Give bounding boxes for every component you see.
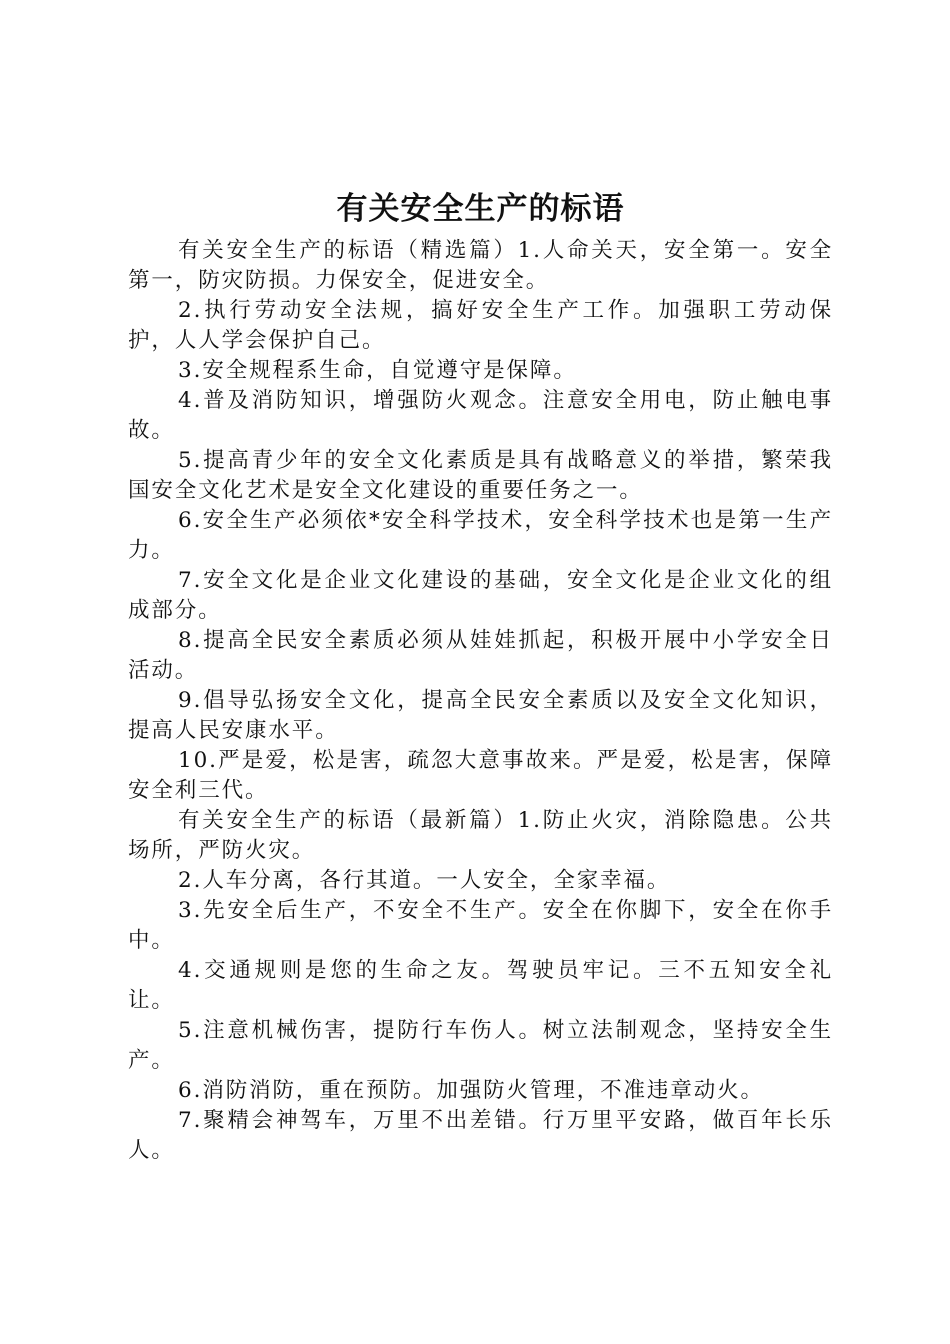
document-page — [128, 182, 833, 1166]
paragraph-7: 7.安全文化是企业文化建设的基础，安全文化是企业文化的组成部分。 — [128, 568, 833, 623]
paragraph-8: 8.提高全民安全素质必须从娃娃抓起，积极开展中小学安全日活动。 — [128, 628, 833, 683]
document-body — [128, 236, 833, 1166]
paragraph-9: 9.倡导弘扬安全文化，提高全民安全素质以及安全文化知识，提高人民安康水平。 — [128, 688, 833, 743]
document-title: 有关安全生产的标语 — [336, 191, 625, 227]
paragraph-1: 有关安全生产的标语（精选篇）1.人命关天，安全第一。安全第一，防灾防损。力保安全，促进安全。 — [128, 238, 833, 293]
paragraph-5: 5.提高青少年的安全文化素质是具有战略意义的举措，繁荣我国安全文化艺术是安全文化建设的重要任务之一。 — [128, 448, 833, 503]
paragraph-11: 有关安全生产的标语（最新篇）1.防止火灾，消除隐患。公共场所，严防火灾。 — [128, 808, 833, 863]
paragraph-14: 4.交通规则是您的生命之友。驾驶员牢记。三不五知安全礼让。 — [128, 958, 833, 1013]
paragraph-3: 3.安全规程系生命，自觉遵守是保障。 — [178, 358, 577, 383]
paragraph-2: 2.执行劳动安全法规，搞好安全生产工作。加强职工劳动保护，人人学会保护自己。 — [128, 298, 833, 353]
paragraph-16: 6.消防消防，重在预防。加强防火管理，不准违章动火。 — [178, 1078, 764, 1103]
paragraph-13: 3.先安全后生产，不安全不生产。安全在你脚下，安全在你手中。 — [128, 898, 833, 953]
paragraph-17: 7.聚精会神驾车，万里不出差错。行万里平安路，做百年长乐人。 — [128, 1108, 833, 1163]
paragraph-15: 5.注意机械伤害，提防行车伤人。树立法制观念，坚持安全生产。 — [128, 1018, 833, 1073]
paragraph-12: 2.人车分离，各行其道。一人安全，全家幸福。 — [178, 868, 671, 893]
paragraph-4: 4.普及消防知识，增强防火观念。注意安全用电，防止触电事故。 — [128, 388, 833, 443]
paragraph-10: 10.严是爱，松是害，疏忽大意事故来。严是爱，松是害，保障安全利三代。 — [128, 748, 833, 803]
paragraph-6: 6.安全生产必须依*安全科学技术，安全科学技术也是第一生产力。 — [128, 508, 833, 563]
